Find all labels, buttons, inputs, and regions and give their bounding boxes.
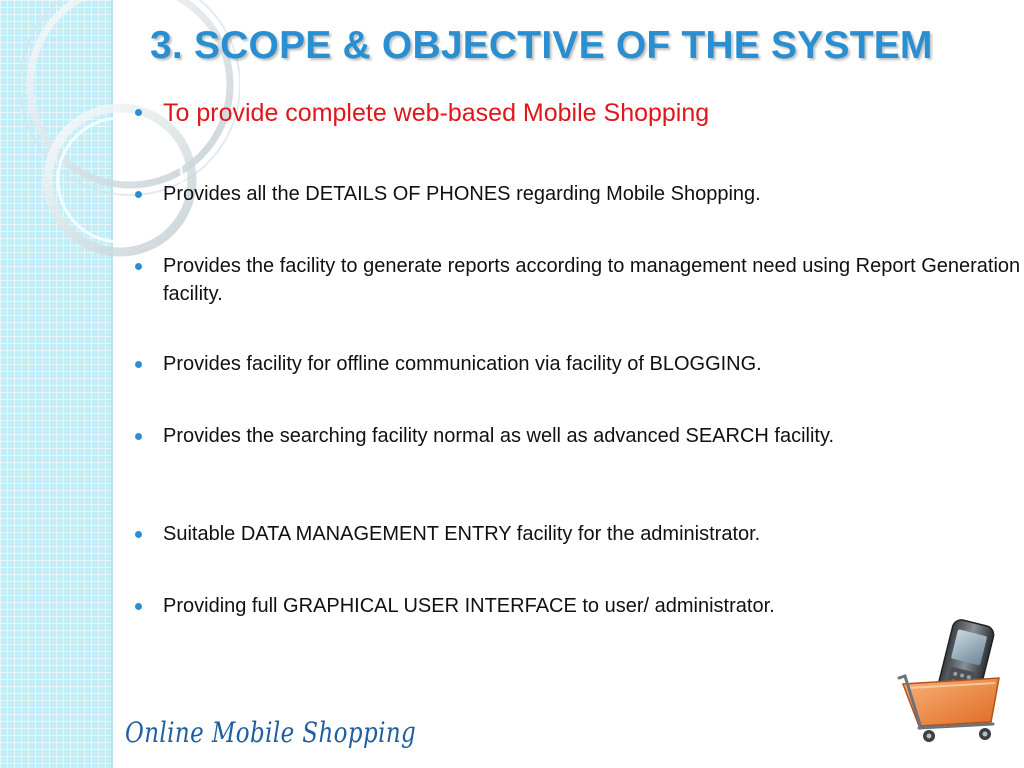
footer-brand-text: Online Mobile Shopping [125,716,417,749]
bullet-item: Provides facility for offline communication via facility of BLOGGING. [130,350,1024,378]
bullet-item: Providing full GRAPHICAL USER INTERFACE to user/ administrator. [130,592,1024,620]
bullet-item: Suitable DATA MANAGEMENT ENTRY facility for the administrator. [130,520,1024,548]
side-panel-grid [0,0,113,768]
slide-title: 3. SCOPE & OBJECTIVE OF THE SYSTEM [150,24,933,67]
bullet-item: Provides all the DETAILS OF PHONES regarding Mobile Shopping. [130,180,1024,208]
bullet-item-highlight: To provide complete web-based Mobile Shopping [130,98,1024,128]
mobile-phone-in-shopping-cart-icon [895,618,1015,746]
bullet-item: Provides the searching facility normal as well as advanced SEARCH facility. [130,422,1024,450]
bullet-item: Provides the facility to generate reports according to management need using Report Generation facility. [130,252,1024,308]
